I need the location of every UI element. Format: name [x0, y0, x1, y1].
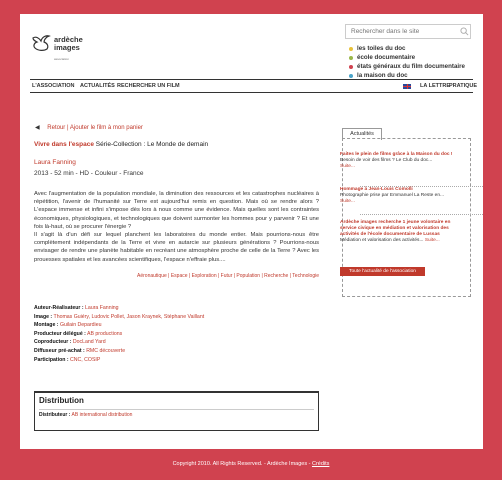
credit-row: Image : Thomas Guiéry, Ludovic Pollet, Jason Kraynek, Stéphane Vaillant	[34, 313, 205, 320]
main-nav	[30, 79, 478, 93]
distributor-row: Distributeur : AB international distribution	[39, 412, 133, 418]
nav-item-pratique[interactable]: PRATIQUE	[449, 83, 478, 89]
synopsis	[34, 190, 319, 264]
quicklinks	[349, 44, 465, 80]
news-text: Médiation et valorisation des activités...	[340, 238, 424, 243]
credit-row: Auteur-Réalisateur : Laura Fanning	[34, 305, 119, 311]
news-title[interactable]: Hommage à Jean-Louis Comolli	[340, 187, 413, 192]
quicklink-ecole[interactable]: école documentaire	[349, 53, 465, 62]
news-text: Photographie prise par Emmanuel La Reste en...	[340, 193, 444, 198]
news-more-link[interactable]: Suite...	[340, 164, 355, 169]
divider	[360, 214, 483, 215]
search-icon[interactable]	[460, 27, 469, 36]
site-logo[interactable]	[30, 32, 120, 76]
triangle-left-icon: ◀	[35, 125, 40, 131]
news-item	[340, 220, 461, 244]
credit-row: Participation : CNC, COSIP	[34, 356, 101, 363]
logo-text-ardeche: ardèche	[54, 35, 83, 44]
add-to-cart-link[interactable]: Ajouter le film à mon panier	[69, 125, 143, 131]
nav-item-rechercher[interactable]: RECHERCHER UN FILM	[117, 83, 180, 89]
tab-actualites[interactable]: Actualités	[342, 128, 382, 140]
news-title[interactable]: Faites le plein de films grâce à la Maison du doc !	[340, 152, 453, 157]
distribution-box	[34, 391, 319, 431]
quicklink-etats-generaux[interactable]: états généraux du film documentaire	[349, 62, 465, 71]
film-series: Série-Collection : Le Monde de demain	[95, 141, 209, 148]
logo-text-association: association	[54, 57, 70, 61]
quicklink-maison-doc[interactable]: la maison du doc	[349, 71, 465, 80]
nav-item-actualites[interactable]: ACTUALITÉS	[80, 83, 115, 89]
separator: |	[66, 125, 69, 131]
divider	[39, 409, 314, 410]
quicklink-toiles[interactable]: les toiles du doc	[349, 44, 465, 53]
film-heading	[34, 141, 208, 148]
page-container	[20, 14, 483, 449]
footer-credits-link[interactable]: Crédits	[311, 461, 330, 467]
all-news-button[interactable]: Toute l'actualité de l'association	[340, 267, 425, 276]
news-title[interactable]: Ardèche images recherche 1 jeune volontaire en service civique en médiation et valorisation des activités de l'école documentaire de Lussas	[340, 220, 451, 237]
nav-item-lettre[interactable]: LA LETTRE	[420, 83, 451, 89]
news-item	[340, 187, 461, 205]
footer	[0, 461, 502, 467]
english-flag-icon[interactable]	[403, 84, 411, 89]
credit-row: Diffuseur pré-achat : RMC découverte	[34, 347, 126, 354]
film-actions	[35, 124, 143, 131]
film-credits	[34, 304, 204, 364]
news-text: Besoin de voir des films ? Le Club du doc...	[340, 158, 433, 163]
news-more-link[interactable]: Suite...	[340, 199, 355, 204]
film-tags[interactable]: Aéronautique | Espace | Exploration | Futur | Population | Recherche | Technologie	[137, 273, 319, 279]
back-link[interactable]: Retour	[47, 125, 66, 131]
search-input[interactable]	[345, 24, 471, 39]
rabbit-logo-icon	[30, 32, 54, 56]
distribution-heading: Distribution	[39, 396, 84, 405]
bullet-icon	[349, 47, 353, 51]
credit-row: Coproducteur : DocLand Yard	[34, 339, 106, 346]
bullet-icon	[349, 56, 353, 60]
film-director[interactable]: Laura Fanning	[34, 159, 76, 166]
credit-row: Producteur délégué : AB productions	[34, 330, 123, 337]
logo-text-images: images	[54, 43, 80, 52]
film-title: Vivre dans l'espace	[34, 141, 94, 148]
bullet-icon	[349, 74, 353, 78]
synopsis-paragraph: Avec l'augmentation de la population mondiale, la diminution des ressources et les catastrophes nucléaires à répétition, l'avenir de l'humanité sur Terre est aujourd'hui remis en question. Mais où se rendre alors ? L'espace immense et infini s'impose dès lors à nous comme une évidence. Mais quelles sont les contraintes économiques, physiologiques, et technologiques que doivent surmonter les hommes pour y parvenir ? Et une fois là-haut, où se procurer l'énergie ?	[34, 191, 319, 230]
film-meta: 2013 - 52 min - HD - Couleur - France	[34, 170, 144, 177]
nav-item-association[interactable]: L'ASSOCIATION	[32, 83, 75, 89]
footer-copyright: Copyright 2010. All Rights Reserved. - Ardèche Images -	[172, 461, 311, 467]
credit-row: Montage : Guilain Depardieu	[34, 322, 102, 329]
bullet-icon	[349, 65, 353, 69]
news-item	[340, 152, 461, 170]
news-more-link[interactable]: Suite...	[424, 238, 440, 243]
synopsis-paragraph: Il s'agit là d'un défi sur lequel planchent les laboratoires du monde entier. Mais pourrions-nous être complètement indépendants de la Terre et vivre en autarcie sur plusieurs générations ? Pourrions-nous envisager de rendre une planète habitable en recréant une atmosphère proche de celle de la Terre ? Avec les prouesses spatiales et les avancées scientifiques, l'espace n'effraie plus....	[34, 232, 319, 263]
